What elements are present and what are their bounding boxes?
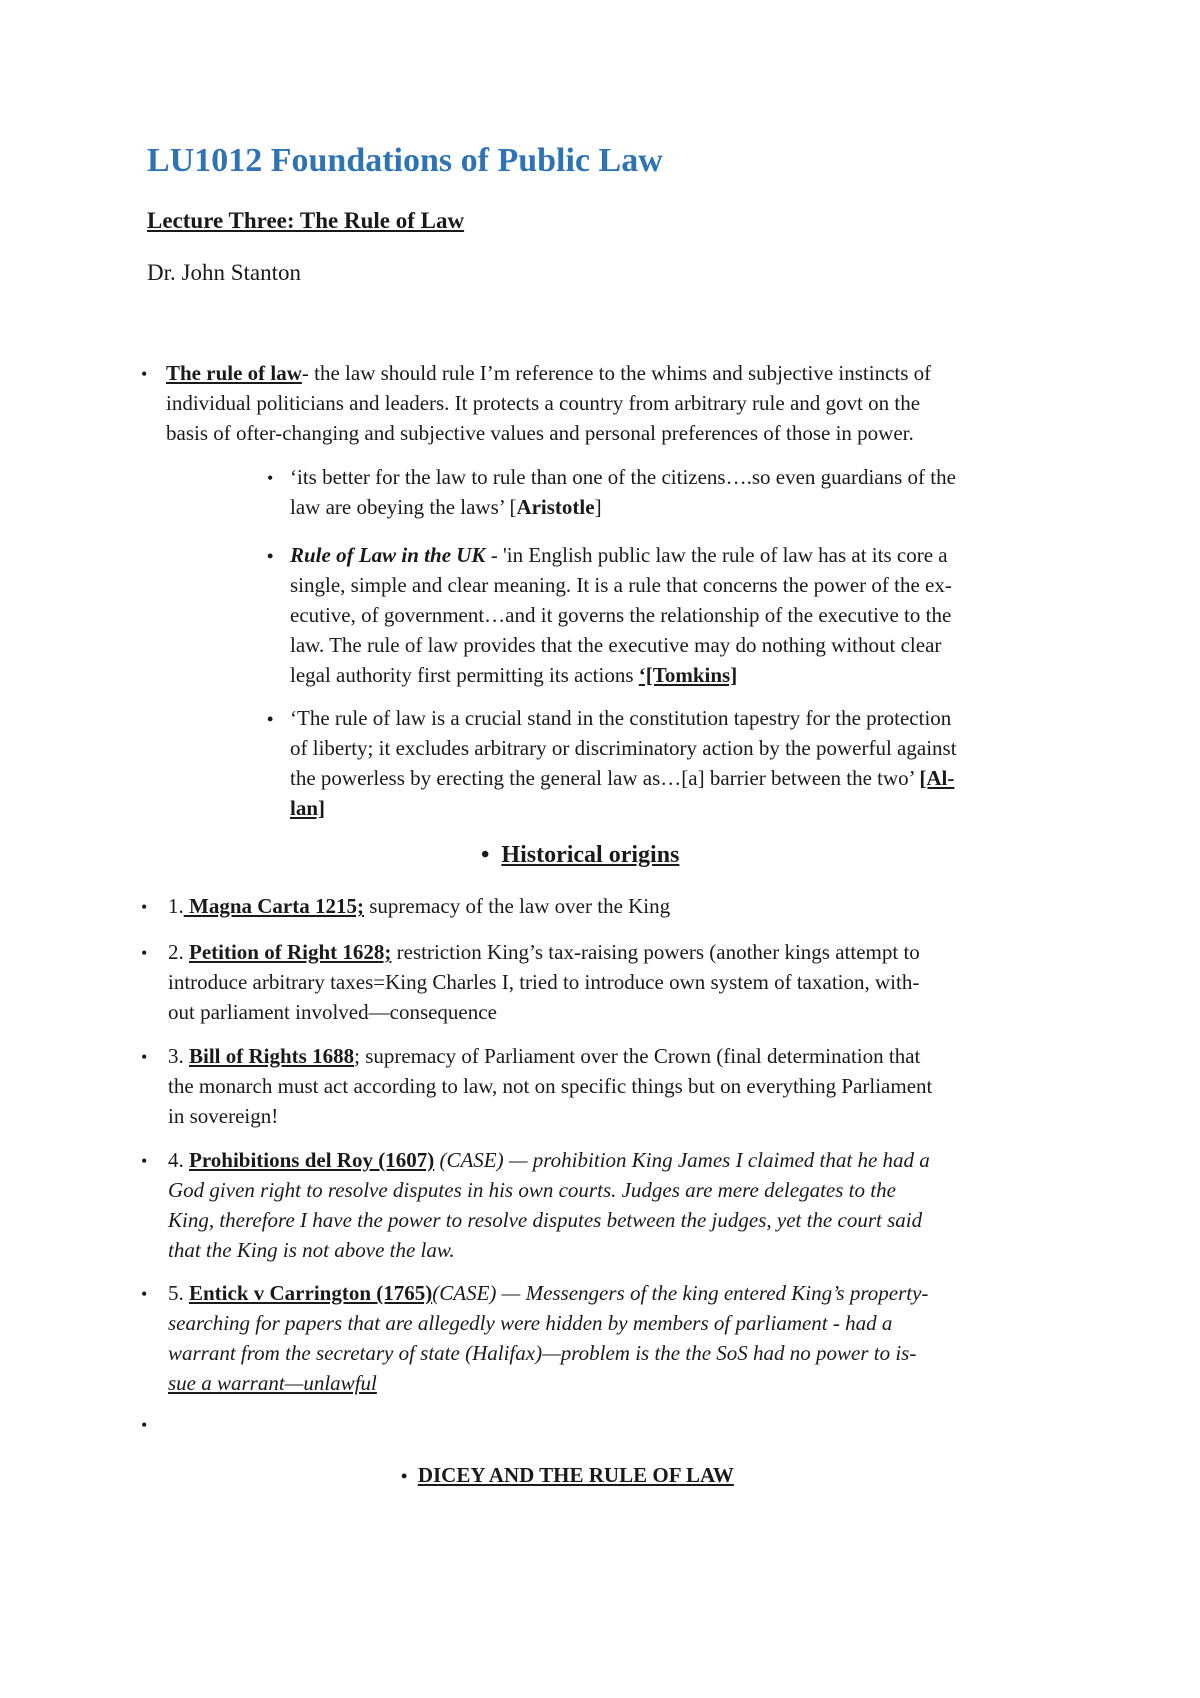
item-line: supremacy of the law over the King	[363, 894, 671, 918]
lecture-subtitle: Lecture Three: The Rule of Law	[147, 208, 465, 233]
bullet-icon: •	[141, 364, 148, 384]
author-name: Dr. John Stanton	[147, 260, 301, 285]
bullet-icon: •	[141, 1284, 148, 1304]
item-title: Prohibitions del Roy (1607)	[189, 1148, 435, 1172]
allan-source-continued: lan]	[290, 796, 326, 820]
quote-line: of liberty; it excludes arbitrary or discriminatory action by the powerful against	[290, 736, 957, 760]
item-line: out parliament involved—consequence	[168, 1000, 497, 1024]
quote-line: ecutive, of government…and it governs the relationship of the executive to the	[290, 603, 952, 627]
bullet-icon: •	[141, 943, 148, 963]
aristotle-quote	[290, 462, 1090, 522]
item-line: ; supremacy of Parliament over the Crown (final determination that	[354, 1044, 921, 1068]
allan-source: [Al-	[919, 766, 955, 790]
item-line: introduce arbitrary taxes=King Charles I, tried to introduce own system of taxation, with-	[168, 970, 920, 994]
item-line: in sovereign!	[168, 1104, 279, 1128]
item-title: Bill of Rights 1688	[189, 1044, 355, 1068]
document-title: LU1012 Foundations of Public Law	[147, 142, 663, 179]
bullet-icon: •	[267, 709, 274, 729]
historical-origins-heading	[481, 840, 679, 870]
item-number: 1.	[168, 894, 184, 918]
empty-bullet-icon: •	[141, 1415, 148, 1435]
quote-line: - 'in English public law the rule of law has at its core a	[485, 543, 948, 567]
quote-line: ‘its better for the law to rule than one of the citizens….so even guardians of the	[290, 465, 956, 489]
tomkins-source: ‘[Tomkins]	[638, 663, 738, 687]
definition-line: individual politicians and leaders. It protects a country from arbitrary rule and govt on the	[166, 391, 921, 415]
item-line: that the King is not above the law.	[168, 1238, 455, 1262]
origin-item-petition-of-right	[168, 937, 1078, 1027]
item-number: 3.	[168, 1044, 189, 1068]
item-line: restriction King’s tax-raising powers (another kings attempt to	[391, 940, 920, 964]
item-number: 4.	[168, 1148, 189, 1172]
item-line: (CASE) — prohibition King James I claimed that he had a	[434, 1148, 930, 1172]
dicey-title: DICEY AND THE RULE OF LAW	[417, 1463, 734, 1487]
item-line: sue a warrant—unlawful	[168, 1371, 377, 1395]
quote-line: legal authority first permitting its actions	[290, 663, 639, 687]
bullet-icon: •	[481, 842, 490, 868]
bullet-icon: •	[267, 546, 274, 566]
bullet-icon: •	[267, 468, 274, 488]
item-line: God given right to resolve disputes in his own courts. Judges are mere delegates to the	[168, 1178, 896, 1202]
origin-item-prohibitions-del-roy	[168, 1145, 1078, 1265]
item-line: the monarch must act according to law, not on specific things but on everything Parliament	[168, 1074, 933, 1098]
item-line: warrant from the secretary of state (Halifax)—problem is the the SoS had no power to is-	[168, 1341, 917, 1365]
item-number: 2.	[168, 940, 189, 964]
quote-line: law are obeying the laws’ [	[290, 495, 517, 519]
origin-item-magna-carta	[168, 891, 1078, 921]
item-line: (CASE) — Messengers of the king entered King’s property-	[432, 1281, 929, 1305]
origin-item-entick-v-carrington	[168, 1278, 1078, 1398]
item-line: searching for papers that are allegedly were hidden by members of parliament - had a	[168, 1311, 893, 1335]
definition-line: - the law should rule I’m reference to the whims and subjective instincts of	[301, 361, 932, 385]
quote-line: single, simple and clear meaning. It is a rule that concerns the power of the ex-	[290, 573, 952, 597]
tomkins-quote	[290, 540, 1090, 690]
quote-line: ‘The rule of law is a crucial stand in the constitution tapestry for the protection	[290, 706, 952, 730]
item-title: Magna Carta 1215;	[183, 894, 364, 918]
bullet-icon: •	[401, 1466, 408, 1486]
item-number: 5.	[168, 1281, 189, 1305]
quote-line: the powerless by erecting the general law as…[a] barrier between the two’	[290, 766, 920, 790]
allan-quote	[290, 703, 1090, 823]
aristotle-source: Aristotle	[516, 495, 595, 519]
item-title: Entick v Carrington (1765)	[189, 1281, 433, 1305]
quote-bracket: ]	[594, 495, 602, 519]
origin-item-bill-of-rights	[168, 1041, 1078, 1131]
rule-of-law-definition	[166, 358, 1076, 448]
historical-origins-title: Historical origins	[501, 842, 680, 868]
item-line: King, therefore I have the power to resolve disputes between the judges, yet the court said	[168, 1208, 923, 1232]
rule-of-law-term: The rule of law	[166, 361, 302, 385]
bullet-icon: •	[141, 897, 148, 917]
dicey-heading	[401, 1460, 734, 1491]
item-title: Petition of Right 1628;	[189, 940, 392, 964]
quote-line: law. The rule of law provides that the executive may do nothing without clear	[290, 633, 942, 657]
definition-line: basis of ofter-changing and subjective values and personal preferences of those in power.	[166, 421, 914, 445]
rule-of-law-uk-label: Rule of Law in the UK	[290, 543, 486, 567]
bullet-icon: •	[141, 1047, 148, 1067]
bullet-icon: •	[141, 1151, 148, 1171]
